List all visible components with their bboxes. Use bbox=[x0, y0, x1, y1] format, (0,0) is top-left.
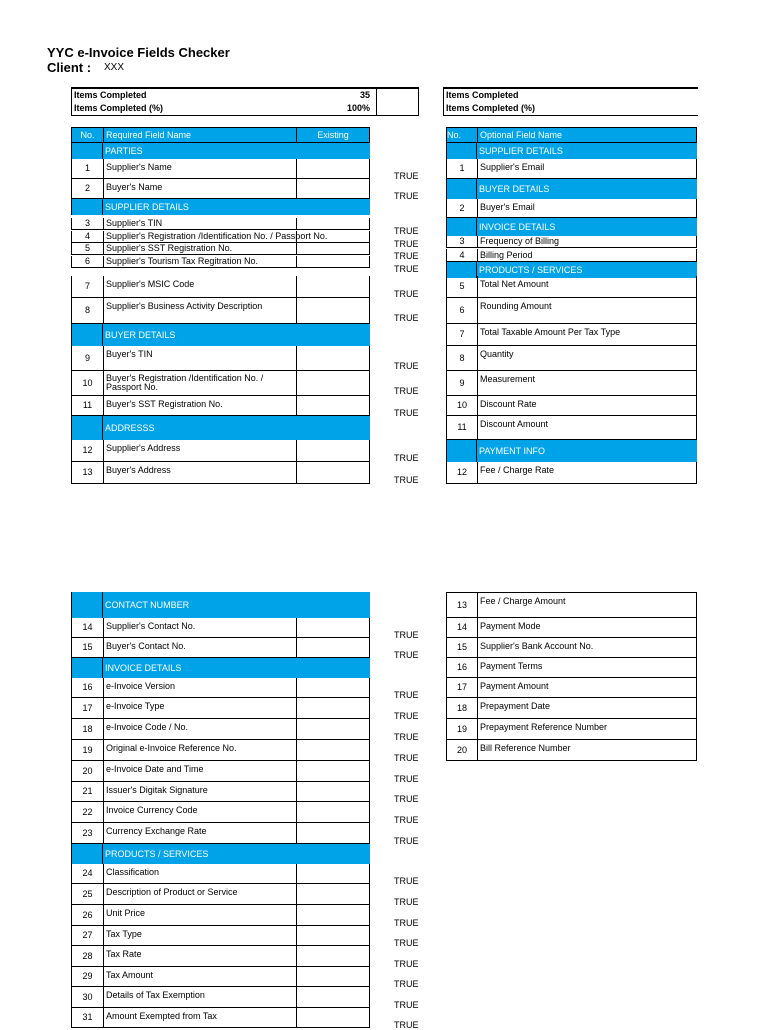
field-name: Supplier's Contact No. bbox=[106, 621, 196, 631]
section-header-parties bbox=[71, 143, 370, 159]
field-name: Description of Product or Service bbox=[106, 887, 238, 897]
row-number: 2 bbox=[72, 179, 104, 198]
field-name: e-Invoice Code / No. bbox=[106, 722, 189, 732]
status-true: TRUE bbox=[394, 959, 419, 969]
existing-cell[interactable] bbox=[296, 864, 369, 883]
row-number: 3 bbox=[72, 218, 104, 229]
section-title: BUYER DETAILS bbox=[105, 330, 176, 340]
field-name: Billing Period bbox=[480, 250, 533, 260]
field-name: Supplier's Name bbox=[106, 162, 172, 172]
field-name: Supplier's Bank Account No. bbox=[480, 641, 594, 651]
page-title: YYC e-Invoice Fields Checker bbox=[47, 45, 230, 60]
field-name: Quantity bbox=[480, 349, 514, 359]
section-header-buyer-details bbox=[71, 324, 370, 346]
row-number: 7 bbox=[447, 324, 478, 345]
table-row bbox=[446, 416, 697, 440]
existing-cell[interactable] bbox=[296, 761, 369, 781]
table-row bbox=[71, 1008, 370, 1028]
status-true: TRUE bbox=[394, 361, 419, 371]
existing-cell[interactable] bbox=[296, 926, 369, 945]
existing-cell[interactable] bbox=[296, 638, 369, 657]
table-row bbox=[446, 199, 697, 218]
existing-cell[interactable] bbox=[296, 179, 369, 198]
row-number: 27 bbox=[72, 926, 104, 945]
existing-cell[interactable] bbox=[296, 987, 369, 1007]
table-row bbox=[71, 159, 370, 179]
field-name: Unit Price bbox=[106, 908, 146, 918]
table-row bbox=[446, 346, 697, 371]
table-row bbox=[446, 298, 697, 324]
row-number: 17 bbox=[72, 698, 104, 718]
required-table-header bbox=[71, 127, 370, 143]
existing-cell[interactable] bbox=[296, 231, 369, 242]
row-number: 4 bbox=[447, 249, 478, 261]
row-number: 10 bbox=[72, 371, 104, 395]
field-name: Issuer's Digitak Signature bbox=[106, 785, 208, 795]
existing-cell[interactable] bbox=[296, 905, 369, 925]
table-row bbox=[71, 243, 370, 255]
field-name: Supplier's Address bbox=[106, 443, 181, 453]
row-number: 31 bbox=[72, 1008, 104, 1027]
field-name: Tax Amount bbox=[106, 970, 154, 980]
field-name: e-Invoice Type bbox=[106, 701, 165, 711]
existing-cell[interactable] bbox=[296, 159, 369, 178]
row-number: 9 bbox=[72, 346, 104, 370]
section-title: PRODUCTS / SERVICES bbox=[479, 265, 583, 275]
field-name: Prepayment Reference Number bbox=[480, 722, 608, 732]
row-number: 13 bbox=[447, 593, 478, 618]
row-number: 1 bbox=[72, 159, 104, 178]
status-true: TRUE bbox=[394, 191, 419, 201]
table-row bbox=[71, 218, 370, 230]
status-true: TRUE bbox=[394, 711, 419, 721]
table-row bbox=[446, 324, 697, 346]
row-number: 28 bbox=[72, 946, 104, 966]
field-name: Supplier's Email bbox=[480, 162, 545, 172]
existing-cell[interactable] bbox=[296, 719, 369, 739]
field-name: Frequency of Billing bbox=[480, 236, 560, 246]
status-true: TRUE bbox=[394, 1000, 419, 1010]
section-title: PAYMENT INFO bbox=[479, 446, 546, 456]
table-row bbox=[71, 987, 370, 1008]
field-name: Bill Reference Number bbox=[480, 743, 571, 753]
table-row bbox=[71, 256, 370, 268]
section-header-products-services bbox=[71, 844, 370, 864]
row-number: 3 bbox=[447, 236, 478, 247]
row-number: 12 bbox=[447, 462, 478, 483]
row-number: 30 bbox=[72, 987, 104, 1007]
field-name: Buyer's Email bbox=[480, 202, 535, 212]
table-row bbox=[71, 967, 370, 987]
field-name: e-Invoice Date and Time bbox=[106, 764, 204, 774]
row-number: 6 bbox=[447, 298, 478, 323]
table-row bbox=[446, 159, 697, 179]
field-name: Buyer's Address bbox=[106, 465, 171, 475]
row-number: 10 bbox=[447, 396, 478, 415]
row-number: 20 bbox=[447, 740, 478, 760]
existing-cell[interactable] bbox=[296, 782, 369, 801]
existing-cell[interactable] bbox=[296, 396, 369, 415]
field-name: Total Net Amount bbox=[480, 279, 549, 289]
status-true: TRUE bbox=[394, 794, 419, 804]
existing-cell[interactable] bbox=[296, 298, 369, 323]
field-name: Payment Mode bbox=[480, 621, 541, 631]
field-name: Payment Amount bbox=[480, 681, 549, 691]
section-title: PRODUCTS / SERVICES bbox=[105, 849, 209, 859]
row-number: 29 bbox=[72, 967, 104, 986]
table-row bbox=[446, 396, 697, 416]
section-header-payment-info bbox=[446, 440, 697, 462]
table-row bbox=[71, 346, 370, 371]
status-true: TRUE bbox=[394, 264, 419, 274]
field-name: Supplier's Registration /Identification No. / Passport No. bbox=[106, 231, 328, 241]
field-name: Fee / Charge Rate bbox=[480, 465, 555, 475]
table-row bbox=[446, 638, 697, 658]
row-number: 8 bbox=[447, 346, 478, 370]
table-row bbox=[71, 276, 370, 298]
row-number: 4 bbox=[72, 231, 104, 242]
table-row bbox=[71, 440, 370, 462]
table-row bbox=[71, 698, 370, 719]
client-label: Client : bbox=[47, 60, 92, 75]
status-true: TRUE bbox=[394, 171, 419, 181]
existing-cell[interactable] bbox=[296, 462, 369, 483]
row-number: 11 bbox=[447, 416, 478, 439]
col-required-field-name-header: Required Field Name bbox=[106, 130, 192, 140]
table-row bbox=[71, 761, 370, 782]
table-row bbox=[446, 371, 697, 396]
row-number: 23 bbox=[72, 823, 104, 843]
field-name: Total Taxable Amount Per Tax Type bbox=[480, 327, 621, 337]
field-name: Buyer's Contact No. bbox=[106, 641, 186, 651]
row-number: 16 bbox=[447, 658, 478, 677]
field-name: Buyer's SST Registration No. bbox=[106, 399, 223, 409]
table-row bbox=[446, 462, 697, 484]
field-name: Details of Tax Exemption bbox=[106, 990, 205, 1000]
field-name: Fee / Charge Amount bbox=[480, 596, 566, 606]
status-true: TRUE bbox=[394, 876, 419, 886]
section-title: BUYER DETAILS bbox=[479, 184, 550, 194]
status-true: TRUE bbox=[394, 938, 419, 948]
section-title: SUPPLIER DETAILS bbox=[105, 202, 189, 212]
table-row bbox=[71, 926, 370, 946]
table-row bbox=[71, 905, 370, 926]
optional-table-header bbox=[446, 127, 697, 143]
field-name: Buyer's Name bbox=[106, 182, 163, 192]
status-true: TRUE bbox=[394, 386, 419, 396]
client-value: XXX bbox=[104, 62, 125, 73]
row-number: 2 bbox=[447, 199, 478, 217]
table-row bbox=[71, 231, 370, 243]
row-number: 18 bbox=[447, 698, 478, 718]
table-row bbox=[71, 462, 370, 484]
section-header-supplier-details bbox=[71, 199, 370, 215]
row-number: 15 bbox=[447, 638, 478, 657]
field-name: Supplier's Tourism Tax Regitration No. bbox=[106, 256, 258, 266]
field-name: Original e-Invoice Reference No. bbox=[106, 743, 237, 753]
row-number: 13 bbox=[72, 462, 104, 483]
table-row bbox=[446, 249, 697, 262]
items-completed-pct-value: 100% bbox=[346, 103, 370, 113]
status-true: TRUE bbox=[394, 408, 419, 418]
table-row bbox=[446, 719, 697, 740]
section-header-invoice-details bbox=[446, 218, 697, 236]
row-number: 22 bbox=[72, 802, 104, 822]
status-true: TRUE bbox=[394, 226, 419, 236]
existing-cell[interactable] bbox=[296, 1008, 369, 1027]
items-completed-label: Items Completed bbox=[74, 90, 147, 100]
section-title: INVOICE DETAILS bbox=[105, 663, 182, 673]
row-number: 24 bbox=[72, 864, 104, 883]
section-title: SUPPLIER DETAILS bbox=[479, 146, 563, 156]
field-name: Supplier's MSIC Code bbox=[106, 279, 195, 289]
row-number: 15 bbox=[72, 638, 104, 657]
row-number: 5 bbox=[447, 276, 478, 297]
table-row bbox=[71, 864, 370, 884]
existing-cell[interactable] bbox=[296, 346, 369, 370]
existing-cell[interactable] bbox=[296, 371, 369, 395]
section-header-buyer-details bbox=[446, 179, 697, 199]
row-number: 9 bbox=[447, 371, 478, 395]
row-number: 11 bbox=[72, 396, 104, 415]
section-title: PARTIES bbox=[105, 146, 143, 156]
status-true: TRUE bbox=[394, 774, 419, 784]
row-number: 1 bbox=[447, 159, 478, 178]
table-row bbox=[446, 618, 697, 638]
table-row bbox=[446, 698, 697, 719]
table-row bbox=[71, 678, 370, 698]
status-true: TRUE bbox=[394, 650, 419, 660]
row-number: 6 bbox=[72, 256, 104, 267]
existing-cell[interactable] bbox=[296, 698, 369, 718]
existing-cell[interactable] bbox=[296, 967, 369, 986]
summary-right bbox=[443, 87, 698, 116]
summary-left bbox=[71, 87, 419, 116]
table-row bbox=[71, 884, 370, 905]
section-header-addresss bbox=[71, 416, 370, 440]
existing-cell[interactable] bbox=[296, 678, 369, 697]
row-number: 18 bbox=[72, 719, 104, 739]
status-true: TRUE bbox=[394, 690, 419, 700]
status-true: TRUE bbox=[394, 979, 419, 989]
row-number: 19 bbox=[447, 719, 478, 739]
row-number: 5 bbox=[72, 243, 104, 254]
status-true: TRUE bbox=[394, 313, 419, 323]
field-name: Tax Type bbox=[106, 929, 142, 939]
status-true: TRUE bbox=[394, 453, 419, 463]
field-name: Supplier's TIN bbox=[106, 218, 163, 228]
field-name: Supplier's Business Activity Description bbox=[106, 301, 263, 311]
field-name: Amount Exempted from Tax bbox=[106, 1011, 217, 1021]
table-row bbox=[71, 802, 370, 823]
table-row bbox=[446, 678, 697, 698]
existing-cell[interactable] bbox=[296, 823, 369, 843]
table-row bbox=[446, 592, 697, 618]
status-true: TRUE bbox=[394, 1020, 419, 1030]
status-true: TRUE bbox=[394, 753, 419, 763]
table-row bbox=[71, 823, 370, 844]
status-true: TRUE bbox=[394, 630, 419, 640]
row-number: 19 bbox=[72, 740, 104, 760]
field-name: Supplier's SST Registration No. bbox=[106, 243, 233, 253]
row-number: 8 bbox=[72, 298, 104, 323]
existing-cell[interactable] bbox=[296, 218, 369, 229]
existing-cell[interactable] bbox=[296, 440, 369, 461]
table-row bbox=[71, 179, 370, 199]
row-number: 17 bbox=[447, 678, 478, 697]
table-row bbox=[446, 276, 697, 298]
field-name: Discount Rate bbox=[480, 399, 537, 409]
items-completed-value: 35 bbox=[359, 90, 370, 100]
existing-cell[interactable] bbox=[296, 276, 369, 297]
section-title: CONTACT NUMBER bbox=[105, 600, 190, 610]
table-row bbox=[71, 638, 370, 658]
existing-cell[interactable] bbox=[296, 740, 369, 760]
items-completed-pct-label: Items Completed (%) bbox=[446, 103, 536, 113]
field-name: Measurement bbox=[480, 374, 536, 384]
status-true: TRUE bbox=[394, 815, 419, 825]
field-name: Buyer's Registration /Identification No. / Passport No. bbox=[106, 373, 264, 392]
field-name: Payment Terms bbox=[480, 661, 543, 671]
col-optional-field-name-header: Optional Field Name bbox=[480, 130, 563, 140]
existing-cell[interactable] bbox=[296, 256, 369, 267]
existing-cell[interactable] bbox=[296, 802, 369, 822]
section-title: INVOICE DETAILS bbox=[479, 222, 556, 232]
field-name: e-Invoice Version bbox=[106, 681, 176, 691]
table-row bbox=[446, 740, 697, 761]
field-name: Discount Amount bbox=[480, 419, 549, 429]
status-true: TRUE bbox=[394, 289, 419, 299]
row-number: 16 bbox=[72, 678, 104, 697]
status-true: TRUE bbox=[394, 251, 419, 261]
row-number: 14 bbox=[72, 618, 104, 637]
status-true: TRUE bbox=[394, 239, 419, 249]
status-true: TRUE bbox=[394, 475, 419, 485]
status-true: TRUE bbox=[394, 897, 419, 907]
section-header-contact-number bbox=[71, 592, 370, 618]
existing-cell[interactable] bbox=[296, 618, 369, 637]
table-row bbox=[446, 236, 697, 248]
status-true: TRUE bbox=[394, 732, 419, 742]
field-name: Currency Exchange Rate bbox=[106, 826, 207, 836]
table-row bbox=[71, 371, 370, 396]
table-row bbox=[71, 298, 370, 324]
col-no-header: No. bbox=[72, 128, 104, 142]
row-number: 21 bbox=[72, 782, 104, 801]
table-row bbox=[446, 658, 697, 678]
col-no-header: No. bbox=[447, 128, 478, 142]
row-number: 12 bbox=[72, 440, 104, 461]
field-name: Invoice Currency Code bbox=[106, 805, 198, 815]
items-completed-label: Items Completed bbox=[446, 90, 519, 100]
col-existing-header: Existing bbox=[296, 128, 369, 142]
table-row bbox=[71, 740, 370, 761]
table-row bbox=[71, 946, 370, 967]
items-completed-pct-label: Items Completed (%) bbox=[74, 103, 164, 113]
field-name: Buyer's TIN bbox=[106, 349, 153, 359]
existing-cell[interactable] bbox=[296, 884, 369, 904]
table-row bbox=[71, 396, 370, 416]
row-number: 25 bbox=[72, 884, 104, 904]
existing-cell[interactable] bbox=[296, 946, 369, 966]
table-row bbox=[71, 782, 370, 802]
field-name: Prepayment Date bbox=[480, 701, 551, 711]
existing-cell[interactable] bbox=[296, 243, 369, 254]
section-header-invoice-details bbox=[71, 658, 370, 678]
field-name: Tax Rate bbox=[106, 949, 142, 959]
row-number: 26 bbox=[72, 905, 104, 925]
status-true: TRUE bbox=[394, 918, 419, 928]
section-title: ADDRESSS bbox=[105, 423, 155, 433]
field-name: Classification bbox=[106, 867, 160, 877]
section-header-supplier-details bbox=[446, 143, 697, 159]
field-name: Rounding Amount bbox=[480, 301, 552, 311]
row-number: 14 bbox=[447, 618, 478, 637]
row-number: 20 bbox=[72, 761, 104, 781]
table-row bbox=[71, 618, 370, 638]
table-row bbox=[71, 719, 370, 740]
status-true: TRUE bbox=[394, 836, 419, 846]
row-number: 7 bbox=[72, 276, 104, 297]
